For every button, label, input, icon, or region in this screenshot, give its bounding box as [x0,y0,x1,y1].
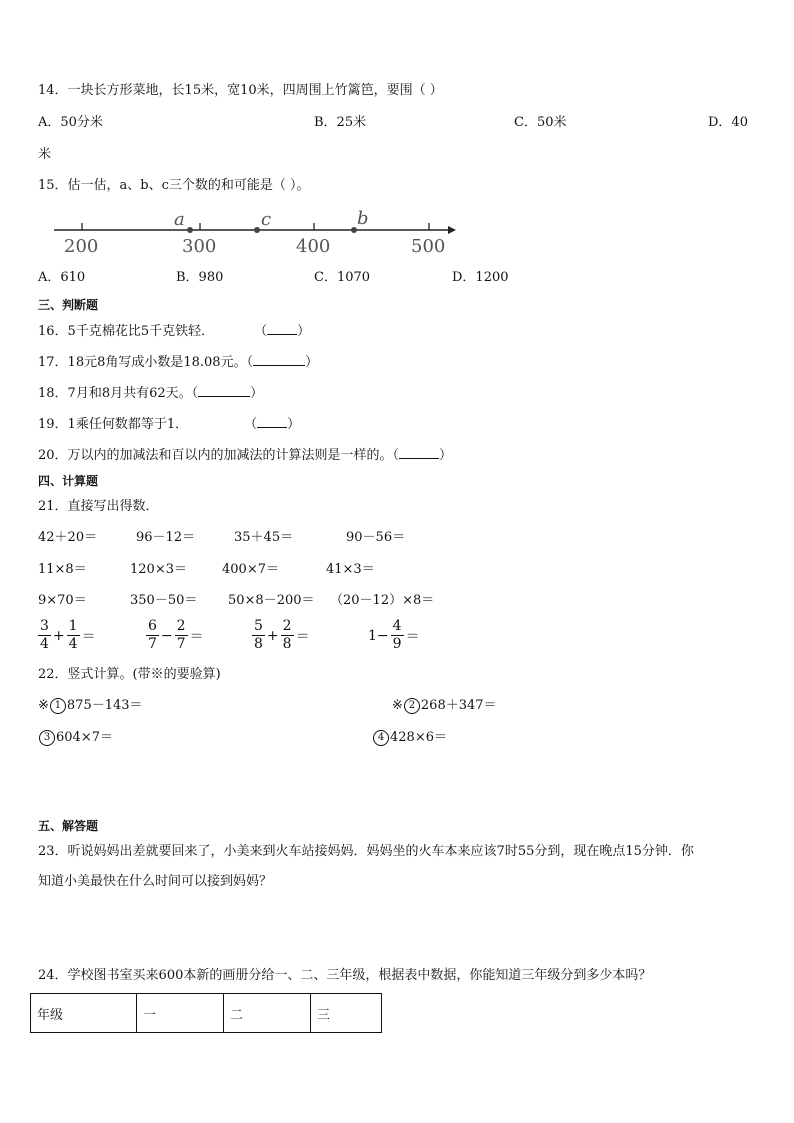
q15-option-d: D．1200 [452,270,509,285]
q17 [38,353,318,372]
q21-fraction-3: 5 8 + $\frac{2}{8}$ ＝ [254,618,310,652]
section-4-heading: 四、计算题 [38,474,99,488]
q22-problem-4: 4 428×6＝ [372,729,447,747]
section-3-heading: 三、判断题 [38,298,99,312]
q17-close: ） [305,355,319,370]
q21-item: 42＋20＝ [38,530,98,545]
point-label-b: b [357,208,369,229]
q14-option-d: D．40 [708,115,748,130]
q14-option-b: B．25米 [314,115,367,130]
q18-answer-blank[interactable] [198,384,250,397]
q24-grade-table [30,993,382,1033]
q21-fraction-1: 3 4 + $\frac{1}{4}$ ＝ [40,618,96,652]
tick-label-400: 400 [296,236,331,257]
q21-item: （20－12）×8＝ [330,593,435,608]
table-row [31,994,382,1033]
tick-label-300: 300 [182,236,217,257]
q20-answer-blank[interactable] [399,446,439,459]
q21-item: 350－50＝ [130,593,198,608]
q16 [38,322,310,341]
q17-text: 17．18元8角写成小数是18.08元。（ [38,355,254,370]
point-a [187,227,193,233]
q22-problem-1: ※ 1 875－143＝ [38,698,143,713]
q19 [38,415,300,434]
q21-item: 50×8－200＝ [228,593,315,608]
q18-close: ） [250,386,264,401]
q21-item: 90－56＝ [346,530,406,545]
q21-item: 96－12＝ [136,530,196,545]
q21-item: 400×7＝ [222,562,279,577]
q16-text: 16．5千克棉花比5千克铁轻． [38,324,215,339]
q15-stem: 15．估一估，a、b、c三个数的和可能是（ ）。 [38,178,310,193]
q21-item: 120×3＝ [130,562,187,577]
point-label-c: c [261,209,272,230]
q14-option-c: C．50米 [514,115,567,130]
q21-item: 35＋45＝ [234,530,294,545]
q23-line-2: 知道小美最快在什么时间可以接到妈妈？ [38,874,273,889]
q21-fraction-2: 6 7 − $\frac{2}{7}$ ＝ [148,618,204,652]
q24-stem: 24．学校图书室买来600本新的画册分给一、二、三年级，根据表中数据，你能知道三年级分到多少本吗？ [38,968,652,983]
q21-item: 9×70＝ [38,593,87,608]
table-header-grade-1: 一 [137,994,224,1033]
q20 [38,446,452,465]
q18 [38,384,263,403]
number-line [50,205,470,261]
point-c [254,227,260,233]
point-label-a: a [174,209,185,230]
q14-option-d-unit: 米 [38,147,52,162]
q14-option-a: A．50分米 [38,115,103,130]
q16-open: （ [254,324,268,339]
q14-stem: 14．一块长方形菜地，长15米，宽10米，四周围上竹篱笆，要围（ ） [38,83,443,98]
table-header-grade-2: 二 [224,994,311,1033]
tick-label-500: 500 [411,236,446,257]
q19-close: ） [287,417,301,432]
circled-number-4: 4 [373,730,389,746]
q16-close: ） [297,324,311,339]
q19-text: 19．1乘任何数都等于1． [38,417,189,432]
q21-item: 11×8＝ [38,562,87,577]
q15-option-b: B．980 [176,270,224,285]
q22-stem: 22．竖式计算。(带※的要验算) [38,667,221,682]
q21-fraction-4: 1− $\frac{4}{9}$ ＝ [368,618,420,652]
q17-answer-blank[interactable] [253,353,305,366]
q21-item: 41×3＝ [326,562,375,577]
table-header-grade-3: 三 [311,994,382,1033]
circled-number-1: 1 [50,698,66,714]
q15-option-a: A．610 [38,270,86,285]
q23-line-1: 23．听说妈妈出差就要回来了，小美来到火车站接妈妈．妈妈坐的火车本来应该7时55分到，现在晚点15分钟．你 [38,844,694,859]
table-header-grade: 年级 [31,994,137,1033]
q21-stem: 21．直接写出得数． [38,499,159,514]
section-5-heading: 五、解答题 [38,819,99,833]
q19-open: （ [244,417,258,432]
circled-number-2: 2 [404,698,420,714]
q20-close: ） [439,448,453,463]
q19-answer-blank[interactable] [257,415,287,428]
tick-label-200: 200 [64,236,99,257]
q18-text: 18．7月和8月共有62天。（ [38,386,199,401]
circled-number-3: 3 [39,730,55,746]
q16-answer-blank[interactable] [267,322,297,335]
q22-problem-3: 3 604×7＝ [38,729,113,747]
q15-option-c: C．1070 [314,270,371,285]
q22-problem-2: ※ 2 268＋347＝ [392,698,497,713]
q20-text: 20．万以内的加减法和百以内的加减法的计算法则是一样的。（ [38,448,400,463]
